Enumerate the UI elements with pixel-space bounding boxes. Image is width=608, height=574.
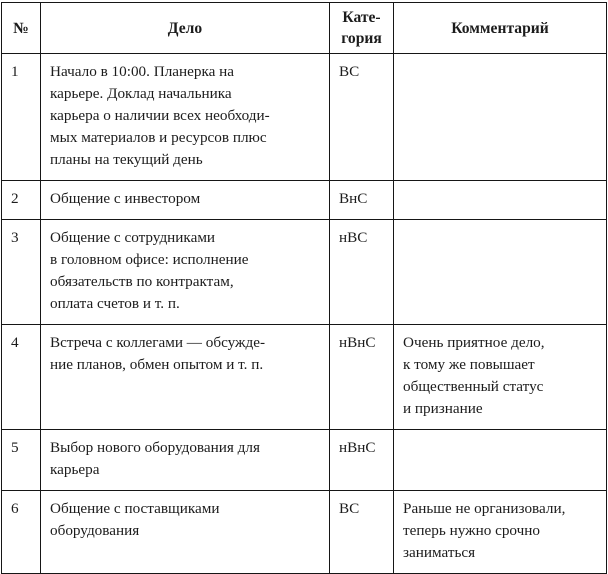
text-line: общественный статус: [403, 378, 544, 395]
comment-text: [403, 498, 597, 564]
column-header-number: №: [2, 3, 41, 54]
table-row: [2, 220, 607, 325]
table-row: [2, 181, 607, 220]
text-line: ние планов, обмен опытом и т. п.: [50, 356, 264, 373]
row-category: ВС: [330, 54, 394, 181]
row-number: 6: [2, 491, 41, 574]
text-line: оплата счетов и т. п.: [50, 295, 180, 312]
row-category: нВС: [330, 220, 394, 325]
table-row: [2, 325, 607, 430]
text-line: карьера о наличии всех необходи-: [50, 107, 270, 124]
column-header-category-line-2: гория: [341, 30, 382, 47]
row-category: ВнС: [330, 181, 394, 220]
text-line: планы на текущий день: [50, 151, 203, 168]
table-row: [2, 430, 607, 491]
comment-text: [403, 332, 597, 420]
text-line: Выбор нового оборудования для: [50, 439, 260, 456]
row-task: [41, 220, 330, 325]
row-comment: [394, 181, 607, 220]
task-text: [50, 498, 320, 542]
text-line: Раньше не организовали,: [403, 500, 566, 517]
row-number: 4: [2, 325, 41, 430]
row-number: 2: [2, 181, 41, 220]
column-header-comment: Комментарий: [394, 3, 607, 54]
task-text: [50, 188, 320, 210]
table-header: [2, 3, 607, 54]
row-number: 3: [2, 220, 41, 325]
column-header-category-line-1: Кате-: [342, 9, 381, 26]
text-line: карьера: [50, 461, 100, 478]
text-line: обязательств по контрактам,: [50, 273, 234, 290]
column-header-category: [330, 3, 394, 54]
task-text: [50, 227, 320, 315]
text-line: Общение с инвестором: [50, 190, 201, 207]
row-task: [41, 491, 330, 574]
text-line: Встреча с коллегами — обсужде-: [50, 334, 266, 351]
text-line: в головном офисе: исполнение: [50, 251, 249, 268]
text-line: карьере. Доклад начальника: [50, 85, 232, 102]
row-comment: [394, 491, 607, 574]
schedule-table-container: [1, 2, 606, 574]
row-category: нВнС: [330, 325, 394, 430]
row-task: [41, 54, 330, 181]
row-comment: [394, 54, 607, 181]
row-number: 1: [2, 54, 41, 181]
table-row: [2, 54, 607, 181]
column-header-task: Дело: [41, 3, 330, 54]
row-task: [41, 430, 330, 491]
row-task: [41, 325, 330, 430]
row-number: 5: [2, 430, 41, 491]
task-text: [50, 61, 320, 171]
table-body: [2, 54, 607, 574]
text-line: заниматься: [403, 544, 476, 561]
text-line: Общение с поставщиками: [50, 500, 220, 517]
row-comment: [394, 220, 607, 325]
row-category: ВС: [330, 491, 394, 574]
text-line: Начало в 10:00. Планерка на: [50, 63, 235, 80]
task-text: [50, 332, 320, 376]
text-line: Общение с сотрудниками: [50, 229, 216, 246]
row-comment: [394, 325, 607, 430]
text-line: Очень приятное дело,: [403, 334, 545, 351]
header-row: [2, 3, 607, 54]
text-line: к тому же повышает: [403, 356, 535, 373]
row-comment: [394, 430, 607, 491]
text-line: теперь нужно срочно: [403, 522, 540, 539]
table-row: [2, 491, 607, 574]
text-line: и признание: [403, 400, 483, 417]
schedule-table: [1, 2, 607, 574]
text-line: мых материалов и ресурсов плюс: [50, 129, 267, 146]
text-line: оборудования: [50, 522, 140, 539]
row-category: нВнС: [330, 430, 394, 491]
row-task: [41, 181, 330, 220]
task-text: [50, 437, 320, 481]
